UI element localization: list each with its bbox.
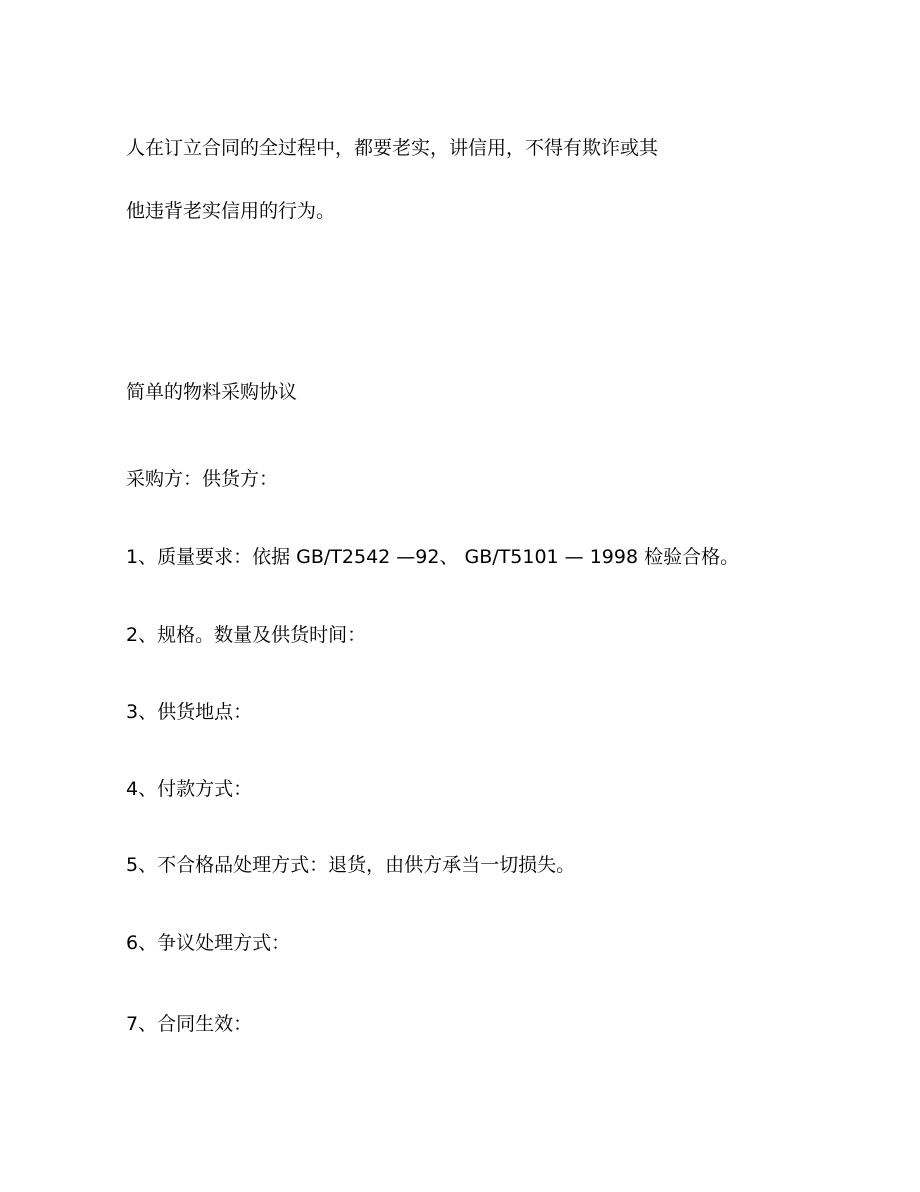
clause-2: 2、规格。数量及供货时间：: [126, 624, 367, 646]
document-title: 简单的物料采购协议: [126, 381, 298, 403]
intro-line-2: 他违背老实信用的行为。: [126, 200, 336, 222]
clause-6: 6、争议处理方式：: [126, 932, 291, 954]
clause-4: 4、付款方式：: [126, 778, 253, 800]
parties-line: 采购方：供货方：: [126, 468, 279, 490]
clause-7: 7、合同生效：: [126, 1013, 253, 1035]
clause-3: 3、供货地点：: [126, 701, 253, 723]
intro-line-1: 人在订立合同的全过程中，都要老实，讲信用，不得有欺诈或其: [126, 137, 659, 159]
clause-5: 5、不合格品处理方式：退货，由供方承当一切损失。: [126, 854, 576, 876]
clause-1: 1、质量要求：依据 GB/T2542 —92、 GB/T5101 — 1998 检验合格。: [126, 546, 740, 568]
